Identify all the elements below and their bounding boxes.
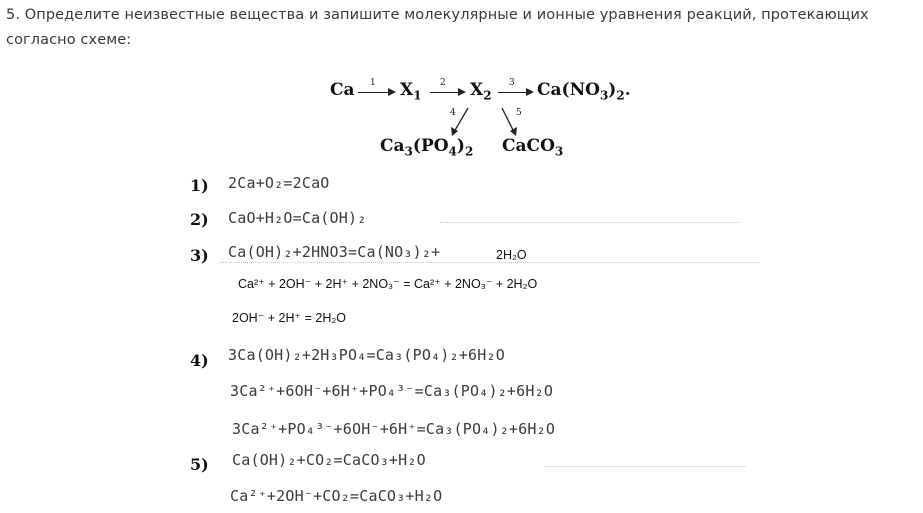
answer-3-equation-tail: 2H₂O: [496, 248, 527, 262]
step-2-label: 2: [440, 78, 446, 88]
arrow-3: [498, 92, 528, 93]
step-3-label: 3: [509, 78, 515, 88]
answer-3-ionic-full: Ca²⁺ + 2OH⁻ + 2H⁺ + 2NO₃⁻ = Ca²⁺ + 2NO₃⁻ + 2H₂O: [238, 277, 538, 291]
arrow-4: [454, 108, 468, 132]
step-5-label: 5: [516, 108, 522, 118]
arrow-2: [430, 92, 460, 93]
answer-4-ionic-reordered: 3Ca²⁺+PO₄³⁻+6OH⁻+6H⁺=Ca₃(PO₄)₂+6H₂O: [232, 420, 556, 438]
answer-5-equation: Ca(OH)₂+CO₂=CaCO₃+H₂O: [232, 451, 426, 469]
scheme-product: $Ca(NO_3)_2$.: [537, 80, 631, 103]
scheme-carbonate: CaCO$_3$: [502, 136, 564, 159]
answer-1-equation: 2Ca+O₂=2CaO: [228, 174, 330, 192]
answer-2-equation: CaO+H₂O=Ca(OH)₂: [228, 209, 367, 227]
scheme-x1: $X_1$: [400, 80, 422, 103]
answer-5-ionic: Ca²⁺+2OH⁻+CO₂=CaCO₃+H₂O: [230, 487, 443, 505]
arrow-5-head: [510, 127, 517, 136]
faint-line: [440, 222, 740, 224]
step-1-label: 1: [370, 78, 376, 88]
answer-3-equation: Ca(OH)₂+2HNO3=Ca(NO₃)₂+: [228, 243, 441, 261]
task-text: 5. Определите неизвестные вещества и запишите молекулярные и ионные уравнения реакций, протекающих согласно схеме:: [6, 7, 869, 48]
answer-5-number: 5): [190, 455, 209, 474]
answer-4-equation: 3Ca(OH)₂+2H₃PO₄=Ca₃(PO₄)₂+6H₂O: [228, 346, 505, 364]
arrow-1: [358, 92, 390, 93]
branch-arrows: [430, 104, 540, 140]
scheme-ca: Ca: [330, 80, 355, 100]
arrow-4-head: [451, 127, 458, 136]
faint-line: [545, 466, 745, 468]
answer-3-ionic-short: 2OH⁻ + 2H⁺ = 2H₂O: [232, 311, 346, 325]
arrow-1-head: [388, 88, 396, 96]
scheme-x2: $X_2$: [470, 80, 492, 103]
arrow-2-head: [458, 88, 466, 96]
answer-4-number: 4): [190, 351, 209, 370]
answer-2-number: 2): [190, 210, 209, 229]
arrow-5: [502, 108, 514, 132]
answer-1-number: 1): [190, 176, 209, 195]
answer-3-number: 3): [190, 246, 209, 265]
faint-line: [220, 262, 760, 264]
scheme-phosphate: $Ca_3(PO_4)_2$: [380, 136, 474, 159]
answer-4-ionic-full: 3Ca²⁺+6OH⁻+6H⁺+PO₄³⁻=Ca₃(PO₄)₂+6H₂O: [230, 382, 554, 400]
step-4-label: 4: [450, 108, 456, 118]
arrow-3-head: [526, 88, 534, 96]
